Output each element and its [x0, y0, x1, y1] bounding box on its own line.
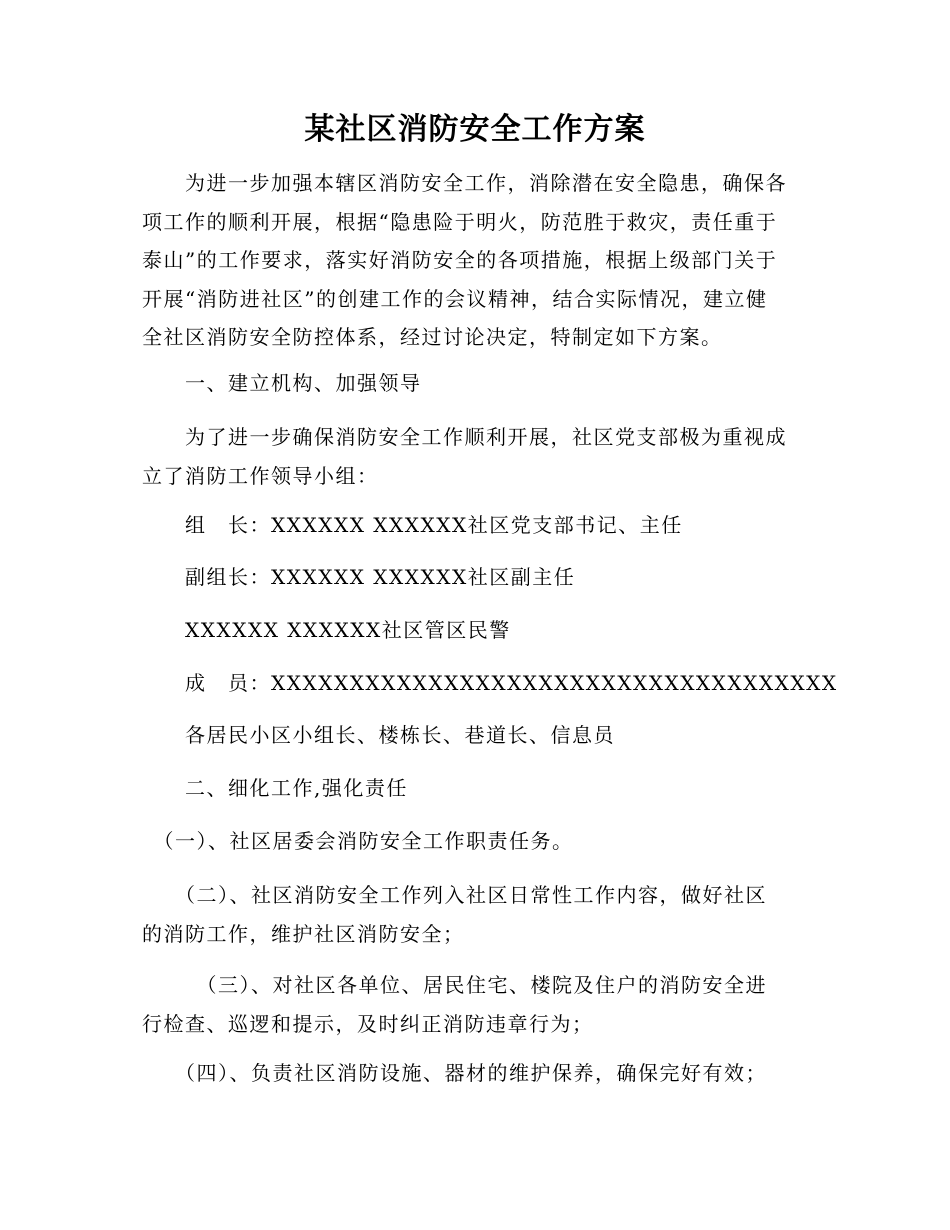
- item1-line: （一）、社区居委会消防安全工作职责任务。: [142, 829, 574, 853]
- deputy2-line: XXXXXX XXXXXX社区管区民警: [142, 618, 511, 642]
- leader-line: 组 长：XXXXXX XXXXXX社区党支部书记、主任: [142, 513, 683, 537]
- item3-line: （三）、对社区各单位、居民住宅、楼院及住户的消防安全进: [142, 973, 767, 997]
- intro-line: 全社区消防安全防控体系，经过讨论决定，特制定如下方案。: [142, 325, 723, 349]
- item2-line: 的消防工作，维护社区消防安全；: [142, 921, 465, 946]
- item2-line: （二）、社区消防安全工作列入社区日常性工作内容，做好社区: [142, 883, 767, 907]
- section2-heading: 二、细化工作,强化责任: [142, 776, 408, 800]
- item4-line: （四）、负责社区消防设施、器材的维护保养，确保完好有效；: [142, 1061, 767, 1085]
- section1-line: 立了消防工作领导小组：: [142, 463, 379, 488]
- section1-heading: 一、建立机构、加强领导: [142, 371, 422, 395]
- item2-paragraph: [142, 876, 822, 953]
- intro-line: 项工作的顺利开展，根据“隐患险于明火，防范胜于救灾，责任重于: [142, 209, 778, 234]
- intro-line: 泰山”的工作要求，落实好消防安全的各项措施，根据上级部门关于: [142, 248, 778, 272]
- intro-line: 开展“消防进社区”的创建工作的会议精神，结合实际情况，建立健: [142, 286, 768, 311]
- item3-line: 行检查、巡逻和提示，及时纠正消防违章行为；: [142, 1011, 594, 1036]
- document-title: 某社区消防安全工作方案: [304, 112, 646, 147]
- intro-paragraph: [142, 164, 822, 357]
- members-line: 成 员：XXXXXXXXXXXXXXXXXXXXXXXXXXXXXXXXXXXX: [142, 671, 838, 695]
- deputy-line: 副组长：XXXXXX XXXXXX社区副主任: [142, 565, 576, 589]
- item3-paragraph: [142, 966, 822, 1043]
- intro-line: 为进一步加强本辖区消防安全工作，消除潜在安全隐患，确保各: [142, 171, 787, 195]
- section1-line: 为了进一步确保消防安全工作顺利开展，社区党支部极为重视成: [142, 425, 787, 449]
- section1-paragraph: [142, 418, 822, 495]
- members2-line: 各居民小区小组长、楼栋长、巷道长、信息员: [142, 723, 615, 747]
